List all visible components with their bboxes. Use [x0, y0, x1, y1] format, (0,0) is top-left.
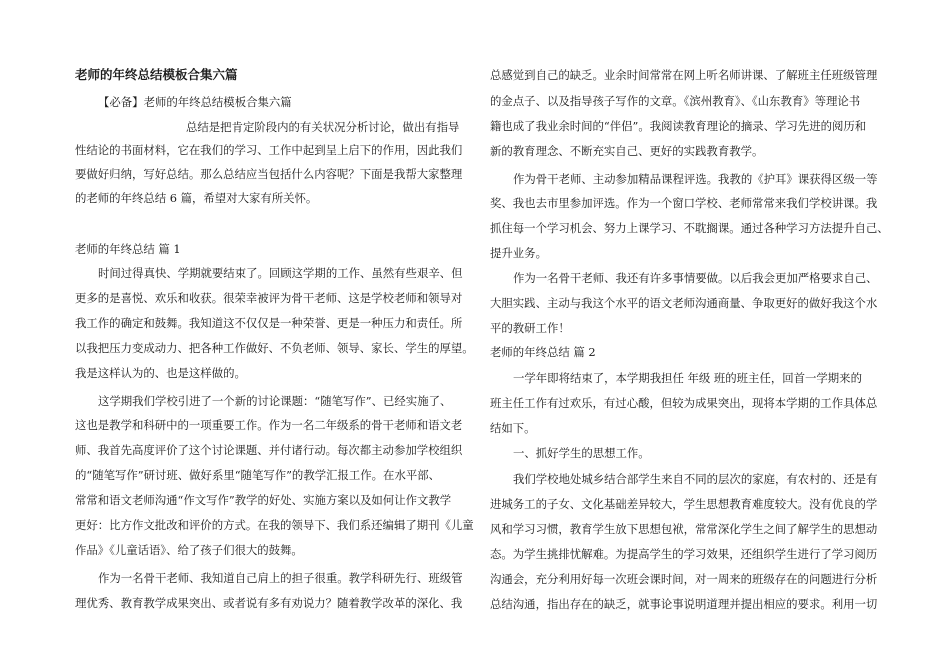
paragraph-line: 作为骨干老师、主动参加精品课程评选。我教的《护耳》课获得区级一等	[513, 172, 878, 186]
section-heading: 老师的年终总结 篇 1	[75, 242, 181, 256]
paragraph-line: 风和学习习惯，教育学生放下思想包袱，常常深化学生之间了解学生的思想动	[490, 522, 878, 536]
paragraph-line: 总感觉到自己的缺乏。业余时间常常在网上听名师讲课、了解班主任班级管理	[490, 68, 878, 82]
paragraph-line: 时间过得真快、学期就要结束了。回顾这学期的工作、虽然有些艰辛、但	[98, 266, 463, 280]
paragraph-line: 的老师的年终总结 6 篇，希望对大家有所关怀。	[75, 191, 318, 205]
paragraph-line: 平的教研工作！	[490, 321, 570, 335]
paragraph-line: 总结是把肯定阶段内的有关状况分析讨论，做出有指导	[186, 120, 460, 134]
paragraph-line: 我是这样认为的、也是这样做的。	[75, 366, 246, 380]
paragraph-line: 我们学校地处城乡结合部学生来自不同的层次的家庭，有农村的、还是有	[513, 472, 878, 486]
paragraph-line: 结如下。	[490, 421, 536, 435]
paragraph-line: 以我把压力变成动力、把各种工作做好、不负老师、领导、家长、学生的厚望。	[75, 341, 474, 355]
paragraph-line: 这学期我们学校引进了一个新的讨论课题：“随笔写作”、已经实施了、	[98, 394, 452, 408]
paragraph-line: 的金点子、以及指导孩子写作的文章。《滨州教育》、《山东教育》等理论书	[490, 94, 861, 108]
paragraph-line: 性结论的书面材料，它在我们的学习、工作中起到呈上启下的作用，因此我们	[75, 143, 463, 157]
document-title: 老师的年终总结模板合集六篇	[75, 67, 238, 82]
paragraph-line: 作品》《儿童话语》、给了孩子们很大的鼓舞。	[75, 543, 303, 557]
paragraph-line: 沟通会，充分利用好每一次班会课时间，对一周来的班级存在的问题进行分析	[490, 572, 878, 586]
paragraph-line: 奖、我也去市里参加评选。作为一个窗口学校、老师常常来我们学校讲课。我	[490, 196, 878, 210]
paragraph-line: 师、我首先高度评价了这个讨论课题、并付诸行动。每次都主动参加学校组织	[75, 443, 463, 457]
paragraph-line: 要做好归纳，写好总结。那么总结应当包括什么内容呢？下面是我帮大家整理	[75, 167, 463, 181]
paragraph-line: 态。为学生挑排忧解难。为提高学生的学习效果，还组织学生进行了学习阅历	[490, 547, 878, 561]
paragraph-line: 总结沟通，指出存在的缺乏，就事论事说明道理并提出相应的要求。利用一切	[490, 597, 878, 611]
paragraph-line: 班主任工作有过欢乐，有过心酸，但较为成果突出，现将本学期的工作具体总	[490, 396, 878, 410]
paragraph-line: 作为一名骨干老师、我还有许多事情要做。以后我会更加严格要求自己、	[513, 271, 878, 285]
paragraph-line: 更好：比方作文批改和评价的方式。在我的领导下、我们系还编辑了期刊《儿童	[75, 518, 474, 532]
paragraph-line: 进城务工的子女、文化基础差异较大，学生思想教育难度较大。没有优良的学	[490, 497, 878, 511]
paragraph-line: 一学年即将结束了，本学期我担任 年级 班的班主任，回首一学期来的	[513, 371, 862, 385]
section-heading: 老师的年终总结 篇 2	[490, 345, 596, 359]
paragraph-line: 抓住每一个学习机会、努力上课学习、不耽搁课。通过各种学习方法提升自己、	[490, 221, 889, 235]
paragraph-line: 大胆实践、主动与我这个水平的语文老师沟通商量、争取更好的做好我这个水	[490, 296, 878, 310]
paragraph-line: 提升业务。	[490, 246, 547, 260]
paragraph-line: 的“随笔写作”研讨班、做好系里“随笔写作”的教学汇报工作。在水平部、	[75, 468, 441, 482]
paragraph-line: 作为一名骨干老师、我知道自己肩上的担子很重。教学科研先行、班级管	[98, 571, 463, 585]
subtitle-line: 【必备】老师的年终总结模板合集六篇	[98, 95, 292, 109]
paragraph-line: 这也是教学和科研中的一项重要工作。作为一名二年级系的骨干老师和语文老	[75, 418, 463, 432]
paragraph-line: 理优秀、教育教学成果突出、或者说有多有劝说力？随着教学改革的深化、我	[75, 596, 463, 610]
paragraph-line: 我工作的确定和鼓舞。我知道这不仅仅是一种荣誉、更是一种压力和责任。所	[75, 316, 463, 330]
paragraph-line: 新的教育理念、不断充实自己、更好的实践教育教学。	[490, 144, 764, 158]
paragraph-line: 籍也成了我业余时间的“伴侣”。我阅读教育理论的摘录、学习先进的阅历和	[490, 119, 867, 133]
paragraph-line: 更多的是喜悦、欢乐和收获。很荣幸被评为骨干老师、这是学校老师和领导对	[75, 291, 463, 305]
subheading-line: 一、抓好学生的思想工作。	[513, 446, 650, 460]
paragraph-line: 常常和语文老师沟通“作文写作”教学的好处、实施方案以及如何让作文教学	[75, 493, 452, 507]
